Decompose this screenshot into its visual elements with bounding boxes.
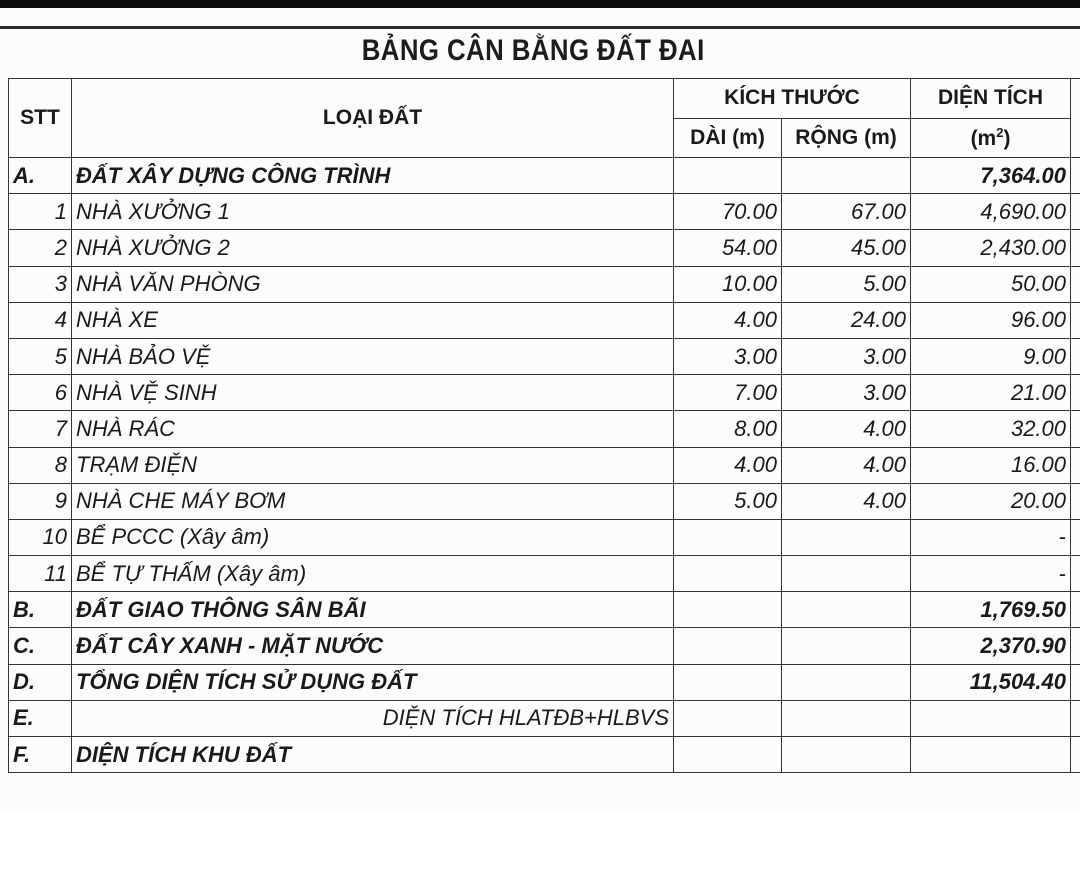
table-row [9, 411, 1080, 447]
row-stt: C. [9, 628, 72, 664]
row-area: 96.00 [911, 302, 1071, 338]
row-area: 9.00 [911, 338, 1071, 374]
top-border-rule [0, 26, 1080, 29]
row-stt: 5 [9, 338, 72, 374]
table-row-section [9, 158, 1080, 194]
row-extra-cell [1071, 483, 1080, 519]
row-stt: 4 [9, 302, 72, 338]
row-stt: 1 [9, 194, 72, 230]
row-area [911, 700, 1071, 736]
row-extra-cell [1071, 700, 1080, 736]
table-row [9, 266, 1080, 302]
row-land-type: NHÀ VỆ SINH [72, 375, 674, 411]
row-stt: 11 [9, 556, 72, 592]
row-area: 21.00 [911, 375, 1071, 411]
row-length: 7.00 [674, 375, 782, 411]
header-land-type: LOẠI ĐẤT [72, 79, 674, 158]
row-stt: 3 [9, 266, 72, 302]
row-width: 4.00 [782, 483, 911, 519]
row-land-type: NHÀ CHE MÁY BƠM [72, 483, 674, 519]
row-area: 2,370.90 [911, 628, 1071, 664]
row-stt: 9 [9, 483, 72, 519]
row-width: 67.00 [782, 194, 911, 230]
table-row [9, 230, 1080, 266]
row-area: 1,769.50 [911, 592, 1071, 628]
table-row-section [9, 700, 1080, 736]
row-width [782, 519, 911, 555]
header-width: RỘNG (m) [782, 118, 911, 158]
row-width [782, 700, 911, 736]
row-stt: 8 [9, 447, 72, 483]
row-land-type: ĐẤT GIAO THÔNG SÂN BÃI [72, 592, 674, 628]
row-length: 3.00 [674, 338, 782, 374]
row-length [674, 519, 782, 555]
row-length [674, 737, 782, 773]
row-land-type: NHÀ XE [72, 302, 674, 338]
row-area: - [911, 556, 1071, 592]
row-extra-cell [1071, 158, 1080, 194]
row-stt: 6 [9, 375, 72, 411]
row-land-type: DIỆN TÍCH KHU ĐẤT [72, 737, 674, 773]
row-length: 4.00 [674, 302, 782, 338]
row-land-type: BỂ TỰ THẤM (Xây âm) [72, 556, 674, 592]
row-extra-cell [1071, 447, 1080, 483]
header-length: DÀI (m) [674, 118, 782, 158]
header-row-1 [9, 79, 1080, 119]
row-width [782, 628, 911, 664]
header-area: DIỆN TÍCH [911, 79, 1071, 119]
table-row [9, 338, 1080, 374]
row-extra-cell [1071, 664, 1080, 700]
land-balance-table [8, 78, 1080, 773]
row-area: 4,690.00 [911, 194, 1071, 230]
row-land-type: ĐẤT XÂY DỰNG CÔNG TRÌNH [72, 158, 674, 194]
table-title: BẢNG CÂN BẰNG ĐẤT ĐAI [361, 34, 705, 67]
row-length [674, 158, 782, 194]
row-extra-cell [1071, 302, 1080, 338]
row-land-type: ĐẤT CÂY XANH - MẶT NƯỚC [72, 628, 674, 664]
row-stt: F. [9, 737, 72, 773]
table-row-section [9, 592, 1080, 628]
table-row [9, 375, 1080, 411]
row-width: 45.00 [782, 230, 911, 266]
row-extra-cell [1071, 194, 1080, 230]
table-body [9, 158, 1080, 773]
row-stt: D. [9, 664, 72, 700]
row-area: 2,430.00 [911, 230, 1071, 266]
row-width [782, 556, 911, 592]
row-length [674, 556, 782, 592]
row-stt: 10 [9, 519, 72, 555]
row-width: 24.00 [782, 302, 911, 338]
row-stt: A. [9, 158, 72, 194]
row-length [674, 628, 782, 664]
row-width: 3.00 [782, 338, 911, 374]
row-land-type: NHÀ VĂN PHÒNG [72, 266, 674, 302]
header-dimensions: KÍCH THƯỚC [674, 79, 911, 119]
header-area-unit [911, 118, 1071, 158]
row-area: 7,364.00 [911, 158, 1071, 194]
row-area [911, 737, 1071, 773]
row-length: 5.00 [674, 483, 782, 519]
row-extra-cell [1071, 266, 1080, 302]
table-row [9, 447, 1080, 483]
row-stt: B. [9, 592, 72, 628]
row-extra-cell [1071, 375, 1080, 411]
header-extra-column [1071, 79, 1080, 158]
area-unit-close: ) [1003, 126, 1011, 150]
top-dark-band [0, 0, 1080, 8]
row-length [674, 592, 782, 628]
page-bottom-margin [0, 812, 1080, 883]
row-area: 32.00 [911, 411, 1071, 447]
row-extra-cell [1071, 628, 1080, 664]
row-land-type: NHÀ RÁC [72, 411, 674, 447]
header-stt: STT [9, 79, 72, 158]
row-width [782, 737, 911, 773]
row-extra-cell [1071, 519, 1080, 555]
row-extra-cell [1071, 230, 1080, 266]
row-stt: E. [9, 700, 72, 736]
table-row [9, 483, 1080, 519]
row-extra-cell [1071, 737, 1080, 773]
row-land-type: TỔNG DIỆN TÍCH SỬ DỤNG ĐẤT [72, 664, 674, 700]
row-length: 70.00 [674, 194, 782, 230]
row-width: 4.00 [782, 447, 911, 483]
table-row [9, 194, 1080, 230]
row-area: 11,504.40 [911, 664, 1071, 700]
row-land-type: TRẠM ĐIỆN [72, 447, 674, 483]
row-width: 3.00 [782, 375, 911, 411]
row-length [674, 664, 782, 700]
row-length: 4.00 [674, 447, 782, 483]
row-length [674, 700, 782, 736]
area-unit-superscript: 2 [996, 124, 1004, 140]
row-extra-cell [1071, 411, 1080, 447]
row-land-type: NHÀ XƯỞNG 2 [72, 230, 674, 266]
row-width: 4.00 [782, 411, 911, 447]
row-area: 50.00 [911, 266, 1071, 302]
row-land-type: NHÀ XƯỞNG 1 [72, 194, 674, 230]
row-extra-cell [1071, 338, 1080, 374]
row-area: - [911, 519, 1071, 555]
table-row-section [9, 664, 1080, 700]
row-extra-cell [1071, 556, 1080, 592]
row-width [782, 592, 911, 628]
row-stt: 7 [9, 411, 72, 447]
row-length: 8.00 [674, 411, 782, 447]
row-area: 20.00 [911, 483, 1071, 519]
row-land-type: NHÀ BẢO VỆ [72, 338, 674, 374]
table-row [9, 519, 1080, 555]
table-row [9, 556, 1080, 592]
row-width [782, 664, 911, 700]
table-row-section [9, 737, 1080, 773]
row-stt: 2 [9, 230, 72, 266]
row-land-type: DIỆN TÍCH HLATĐB+HLBVS [72, 700, 674, 736]
row-length: 10.00 [674, 266, 782, 302]
row-extra-cell [1071, 592, 1080, 628]
table-row [9, 302, 1080, 338]
row-area: 16.00 [911, 447, 1071, 483]
row-length: 54.00 [674, 230, 782, 266]
area-unit-open: (m [970, 126, 997, 150]
row-width: 5.00 [782, 266, 911, 302]
row-land-type: BỂ PCCC (Xây âm) [72, 519, 674, 555]
table-row-section [9, 628, 1080, 664]
row-width [782, 158, 911, 194]
